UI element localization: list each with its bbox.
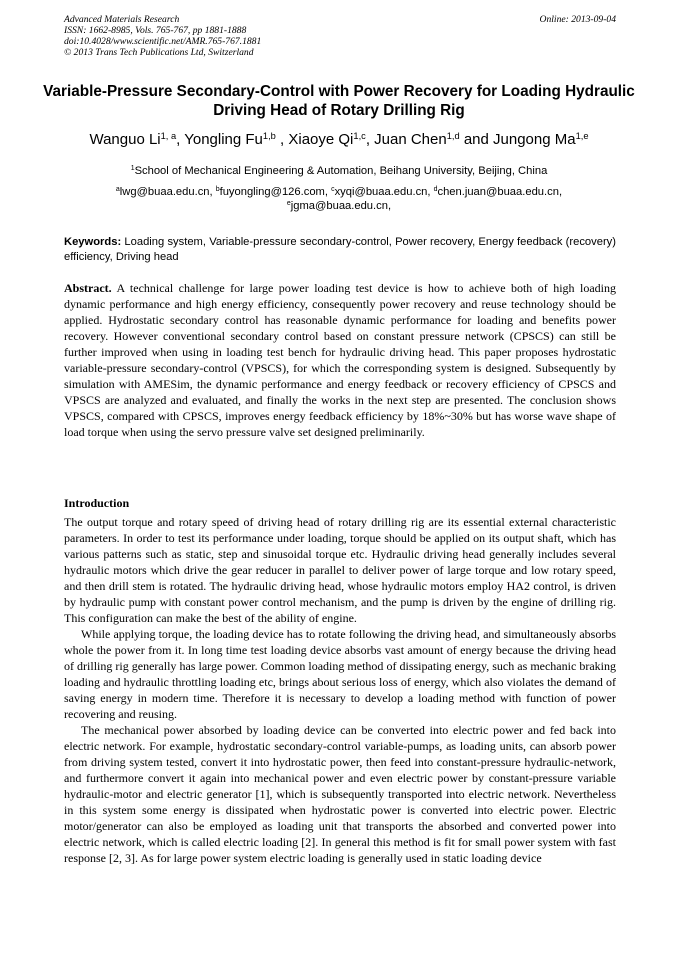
email-address[interactable]: xyqi@buaa.edu.cn <box>334 186 428 198</box>
journal-copyright: © 2013 Trans Tech Publications Ltd, Switzerland <box>64 47 254 58</box>
author-affiliation-mark: 1,e <box>575 130 589 141</box>
email-separator: , <box>558 186 563 198</box>
keywords <box>64 235 616 265</box>
email-address[interactable]: lwg@buaa.edu.cn <box>119 186 210 198</box>
paper-title: Variable-Pressure Secondary-Control with Power Recovery for Loading Hydraulic Driving Head of Rotary Drilling Rig <box>43 83 635 119</box>
author-name: Wanguo Li <box>89 131 161 148</box>
email-mark: a <box>115 186 120 194</box>
keywords-text: Loading system, Variable-pressure secondary-control, Power recovery, Energy feedback (recovery) efficiency, Driving head <box>64 236 617 263</box>
affiliation <box>30 164 648 178</box>
email-address[interactable]: jgma@buaa.edu.cn <box>290 200 388 212</box>
author-affiliation-mark: 1,d <box>446 130 460 141</box>
affiliation-text: School of Mechanical Engineering & Automation, Beihang University, Beijing, China <box>134 165 548 177</box>
abstract-text: A technical challenge for large power loading test device is how to achieve both of high loading dynamic performance and high energy efficiency, consequently power recovery and reuse technology should be applied. Hydrostatic secondary control has reasonable dynamic performance for loading and benefits power recovery. However conventional secondary control based on constant pressure network (CPSCS) can still be further improved when using in loading test bench for hydraulic driving head. This paper proposes hydrostatic variable-pressure secondary-control (VPSCS), for which the corresponding system is designed. Subsequently by simulation with AMESim, the dynamic performance and energy feedback or recovery efficiency of CPSCS and VPSCS are analyzed and evaluated, and finally the works in the next step are presented. The conclusion shows VPSCS, compared with CPSCS, improves energy feedback efficiency by 18%~30% but has worse wave shape of load torque when using the servo pressure valve set designed preliminarily. <box>64 281 616 439</box>
email-separator: , <box>387 200 392 212</box>
author-name: Xiaoye Qi <box>288 131 354 148</box>
introduction-heading: Introduction <box>64 496 130 510</box>
author-separator: , <box>275 131 289 148</box>
email-address[interactable]: fuyongling@126.com <box>219 186 325 198</box>
author-affiliation-mark: 1,c <box>353 130 366 141</box>
journal-name: Advanced Materials Research <box>64 14 180 25</box>
keywords-label: Keywords: <box>64 236 122 248</box>
email-address[interactable]: chen.juan@buaa.edu.cn <box>437 186 559 198</box>
author-name: Juan Chen <box>374 131 447 148</box>
email-mark: e <box>286 200 291 208</box>
author-affiliation-mark: 1, a <box>160 130 177 141</box>
author-name: Yongling Fu <box>184 131 263 148</box>
email-list <box>60 185 618 213</box>
journal-issn: ISSN: 1662-8985, Vols. 765-767, pp 1881-1888 <box>64 25 247 36</box>
author-separator: , <box>176 131 185 148</box>
author-list <box>30 130 648 150</box>
email-separator: , <box>324 186 332 198</box>
email-mark: d <box>433 186 438 194</box>
author-separator: and <box>459 131 494 148</box>
email-separator: , <box>209 186 216 198</box>
online-date: Online: 2013-09-04 <box>539 14 616 25</box>
body-paragraph: The mechanical power absorbed by loading device can be converted into electric power and fed back into electric network. For example, hydrostatic secondary-control variable-pumps, as loading units, can absorb power from driving system tested, convert it into hydrostatic power, then feed into constant-pressure hydraulic-network, and furthermore convert it again into mechanical power and even electric power by constant-pressure variable hydraulic-motor and electric generator [1], which is subsequently transported into electric network. Nevertheless in this system some energy is dissipated when hydrostatic power is converted into electric power. Electric motor/generator can also be employed as loading unit that transports the absorbed and converted power into electric network, which is called electric loading [2]. In general this method is fit for small power system with fast response [2, 3]. As for large power system electric loading is generally used in static loading device <box>64 723 616 865</box>
email-mark: c <box>331 186 335 194</box>
author-name: Jungong Ma <box>493 131 576 148</box>
abstract-label: Abstract. <box>64 281 112 295</box>
author-affiliation-mark: 1,b <box>262 130 276 141</box>
email-separator: , <box>427 186 434 198</box>
body-paragraph: While applying torque, the loading device has to rotate following the driving head, and simultaneously absorbs whole the power from it. In long time test loading device absorbs vast amount of energy because the driving head of drilling rig generally has large power. Common loading method of dissipating energy, such as mechanic braking loading and hydraulic throttling loading etc, brings about serious loss of energy, which also violates the demand of saving energy in modern time. Therefore it is necessary to develop a loading method with function of power recovering and reusing. <box>64 627 616 721</box>
journal-doi[interactable]: doi:10.4028/www.scientific.net/AMR.765-767.1881 <box>64 36 262 47</box>
email-mark: b <box>215 186 220 194</box>
abstract <box>64 280 616 440</box>
author-separator: , <box>365 131 375 148</box>
journal-header <box>64 14 616 58</box>
introduction-body <box>64 514 616 866</box>
body-paragraph: The output torque and rotary speed of driving head of rotary drilling rig are its essential external characteristic parameters. In order to test its performance under loading, torque should be applied on its output shaft, which has various patterns such as static, step and sinusoidal torque etc. Hydraulic driving head generally includes several hydraulic motors which drive the gear reducer in parallel to deliver power of large torque and low rotary speed, and then drill stem is rotated. The hydraulic driving head, whose hydraulic motors employ HA2 control, is driven by hydraulic pump with constant power control mechanism, and the pump is driven by the engine of drilling rig. This configuration can make the best of the ability of engine. <box>64 515 616 625</box>
affiliation-mark: 1 <box>130 165 135 173</box>
